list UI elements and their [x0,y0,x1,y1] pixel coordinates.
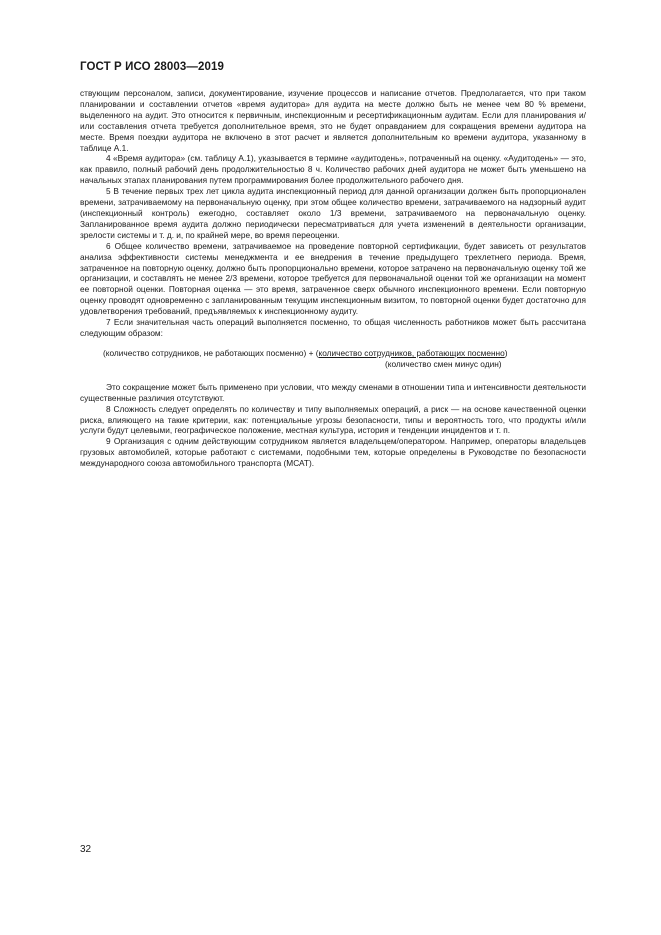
paragraph-note-8: 8 Сложность следует определять по количеству и типу выполняемых операций, а риск — на основе качественной оценки риска, влияющего на такие критерии, как: потенциальные угрозы безопасности, типы и вероятность того, что продукты и/или услуги будут целевыми, географическое положение, местная культура, история и тенденции инцидентов и т. п. [80,403,586,436]
paragraph-continuation: ствующим персоналом, записи, документирование, изучение процессов и написание отчетов. Предполагается, что при таком планировании и составлении отчетов «время аудитора» для аудита на месте должно быть не менее чем 80 % времени, выделенного на аудит. Это относится к первичным, инспекционным и ресертификационным аудитам. Если для планирования и/или составления отчета требуется дополнительное время, это не будет оправданием для сокращения времени аудитора на месте. Время поездки аудитора не включено в этот расчет и является дополнительным ко времени аудитора, указанному в таблице А.1. [80,88,586,153]
document-body [80,88,586,469]
formula-denominator: (количество смен минус один) [385,358,502,369]
document-header: ГОСТ Р ИСО 28003—2019 [80,61,225,73]
paragraph-note-6: 6 Общее количество времени, затрачиваемое на проведение повторной сертификации, будет зависеть от результатов анализа эффективности системы менеджмента и ее внедрения в течение предыдущего трехлетнего периода. Время, затраченное на повторную оценку, должно быть пропорционально времени, которое затрачено на первоначальную оценку той же организации, и составлять не менее 2/3 времени, которое требуется для первоначальной оценки той же организации на момент ее повторной оценки. Повторная оценка — это время, затраченное сверх обычного инспекционного времени. Если повторную оценку проводят одновременно с запланированным текущим инспекционным визитом, то повторной оценки будет достаточно для удовлетворения требований, предъявляемых к инспекционному аудиту. [80,240,586,317]
paragraph-note-5: 5 В течение первых трех лет цикла аудита инспекционный период для данной организации должен быть пропорционален времени, затрачиваемому на первоначальную оценку, при этом общее количество времени, затрачиваемого на надзорный аудит (инспекционный контроль) ежегодно, составляет около 1/3 времени, затрачиваемого на первоначальную оценку. Запланированное время аудита должно периодически пересматриваться для учета изменений в деятельности организации, зрелости системы и т. д. и, по крайней мере, во время переоценки. [80,186,586,240]
formula-numerator-underlined: количество сотрудников, работающих посменно [318,347,505,358]
paragraph-note-4: 4 «Время аудитора» (см. таблицу А.1), указывается в термине «аудитодень», потраченный на оценку. «Аудитодень» — это, как правило, полный рабочий день продолжительностью 8 ч. Количество рабочих дней аудитора не может быть уменьшено на начальных этапах планирования путем программирования более продолжительного рабочего дня. [80,153,586,186]
paragraph-note-7: 7 Если значительная часть операций выполняется посменно, то общая численность работников может быть рассчитана следующим образом: [80,317,586,338]
formula-numerator-left: (количество сотрудников, не работающих посменно) + ( [103,347,319,358]
formula-numerator [103,348,508,359]
page-number: 32 [80,844,92,855]
shift-workers-formula [80,348,586,372]
paragraph-note-7-continued: Это сокращение может быть применено при условии, что между сменами в отношении типа и интенсивности деятельности существенные различия отсутствуют. [80,381,586,403]
formula-numerator-right: ) [504,347,508,358]
paragraph-note-9: 9 Организация с одним действующим сотрудником является владельцем/оператором. Например, операторы владельцев грузовых автомобилей, которые работают с системами, подобными тем, которые определены в Руководстве по безопасности международного союза автомобильного транспорта (МСАТ). [80,436,586,469]
